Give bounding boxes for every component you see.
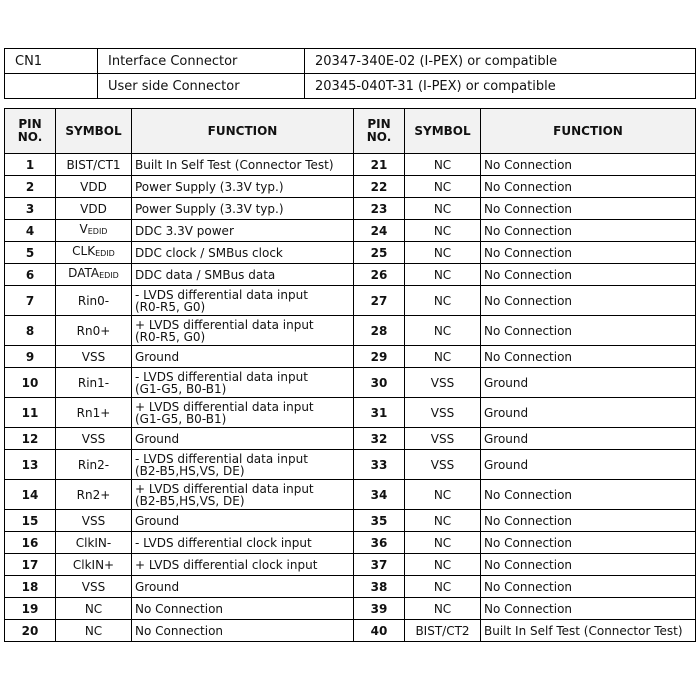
pin-symbol: NC	[405, 346, 481, 368]
pin-symbol	[56, 154, 132, 176]
pin-symbol: NC	[405, 220, 481, 242]
pin-function: Ground	[481, 450, 696, 480]
connector-row	[5, 74, 696, 99]
pin-number: 12	[5, 428, 56, 450]
table-row	[5, 576, 696, 598]
pin-function: No Connection	[481, 264, 696, 286]
function-text: Ground	[135, 513, 180, 528]
table-row	[5, 154, 696, 176]
pin-number: 15	[5, 510, 56, 532]
pin-function: No Connection	[481, 532, 696, 554]
pin-function	[132, 368, 354, 398]
pin-number: 34	[354, 480, 405, 510]
pin-symbol	[56, 176, 132, 198]
pin-function: No Connection	[481, 176, 696, 198]
symbol-subscript: EDID	[87, 227, 108, 236]
pin-function	[132, 532, 354, 554]
function-text: - LVDS differential data input	[135, 369, 308, 384]
pin-number: 21	[354, 154, 405, 176]
pin-number: 25	[354, 242, 405, 264]
pin-function	[132, 198, 354, 220]
symbol-text: Rin2-	[77, 457, 110, 472]
pin-number: 39	[354, 598, 405, 620]
symbol-text: V	[79, 222, 88, 236]
pin-number: 27	[354, 286, 405, 316]
symbol-text: Rn2+	[76, 487, 111, 502]
pin-symbol: VSS	[405, 368, 481, 398]
table-row	[5, 346, 696, 368]
pin-symbol: NC	[405, 154, 481, 176]
pin-assignment-table	[4, 108, 696, 642]
pin-number: 7	[5, 286, 56, 316]
symbol-text: Rn0+	[76, 323, 111, 338]
pin-number: 17	[5, 554, 56, 576]
pin-symbol: NC	[405, 316, 481, 346]
pin-function: No Connection	[481, 198, 696, 220]
pin-symbol	[56, 532, 132, 554]
pin-function: Ground	[481, 398, 696, 428]
pin-number: 24	[354, 220, 405, 242]
pin-symbol: VSS	[405, 450, 481, 480]
pin-function	[132, 450, 354, 480]
symbol-text: BIST/CT1	[66, 157, 121, 172]
pin-number: 6	[5, 264, 56, 286]
pin-symbol	[56, 510, 132, 532]
table-row	[5, 450, 696, 480]
symbol-text: NC	[84, 623, 103, 638]
pin-no-header: PIN NO.	[354, 109, 405, 154]
symbol-subscript: EDID	[95, 249, 115, 258]
pin-number: 37	[354, 554, 405, 576]
pin-symbol	[56, 398, 132, 428]
symbol-text: CLK	[72, 244, 96, 258]
table-row	[5, 176, 696, 198]
pin-function	[132, 154, 354, 176]
connector-row	[5, 49, 696, 74]
table-row	[5, 480, 696, 510]
pin-number: 32	[354, 428, 405, 450]
pin-function	[132, 220, 354, 242]
pin-symbol: NC	[405, 286, 481, 316]
pin-symbol	[56, 346, 132, 368]
pin-table-body	[5, 154, 696, 642]
pin-symbol: BIST/CT2	[405, 620, 481, 642]
pin-number: 3	[5, 198, 56, 220]
pin-symbol	[56, 598, 132, 620]
pin-number: 9	[5, 346, 56, 368]
symbol-text: VSS	[81, 579, 106, 594]
pin-number: 19	[5, 598, 56, 620]
pin-function	[132, 346, 354, 368]
pin-function: No Connection	[481, 346, 696, 368]
pin-symbol	[56, 620, 132, 642]
pin-function: No Connection	[481, 242, 696, 264]
table-row	[5, 264, 696, 286]
table-row	[5, 510, 696, 532]
symbol-text: VSS	[81, 431, 106, 446]
pin-symbol	[56, 198, 132, 220]
function-text: + LVDS differential clock input	[135, 557, 318, 572]
function-subtext: (G1-G5, B0-B1)	[135, 381, 227, 396]
function-text: - LVDS differential data input	[135, 451, 308, 466]
table-row	[5, 598, 696, 620]
table-row	[5, 220, 696, 242]
function-text: Power Supply (3.3V typ.)	[135, 179, 284, 194]
pin-number: 8	[5, 316, 56, 346]
pin-function: No Connection	[481, 510, 696, 532]
table-row	[5, 286, 696, 316]
pin-number: 26	[354, 264, 405, 286]
pin-symbol	[56, 554, 132, 576]
pin-number: 35	[354, 510, 405, 532]
pin-number: 2	[5, 176, 56, 198]
function-header: FUNCTION	[132, 109, 354, 154]
pin-number: 13	[5, 450, 56, 480]
pin-function	[132, 598, 354, 620]
function-text: No Connection	[135, 623, 224, 638]
pin-number: 22	[354, 176, 405, 198]
pin-number: 5	[5, 242, 56, 264]
pin-number: 20	[5, 620, 56, 642]
function-subtext: (R0-R5, G0)	[135, 329, 206, 344]
function-subtext: (R0-R5, G0)	[135, 299, 206, 314]
pin-function: Built In Self Test (Connector Test)	[481, 620, 696, 642]
pin-number: 36	[354, 532, 405, 554]
pin-symbol	[56, 576, 132, 598]
function-text: Built In Self Test (Connector Test)	[135, 157, 334, 172]
function-text: - LVDS differential clock input	[135, 535, 312, 550]
pin-function: No Connection	[481, 554, 696, 576]
connector-table	[4, 48, 696, 99]
function-text: + LVDS differential data input	[135, 399, 314, 414]
table-row	[5, 620, 696, 642]
pin-symbol: NC	[405, 554, 481, 576]
pin-function	[132, 510, 354, 532]
symbol-text: VSS	[81, 513, 106, 528]
function-text: + LVDS differential data input	[135, 317, 314, 332]
pin-number: 31	[354, 398, 405, 428]
pin-function	[132, 428, 354, 450]
pin-symbol: NC	[405, 242, 481, 264]
pin-symbol: NC	[405, 576, 481, 598]
pin-number: 28	[354, 316, 405, 346]
function-text: DDC 3.3V power	[135, 223, 234, 238]
pin-symbol: NC	[405, 532, 481, 554]
pin-function: No Connection	[481, 316, 696, 346]
table-row	[5, 428, 696, 450]
pin-symbol	[56, 316, 132, 346]
symbol-text: ClkIN+	[72, 557, 115, 572]
pin-function: No Connection	[481, 220, 696, 242]
function-text: + LVDS differential data input	[135, 481, 314, 496]
table-header-row	[5, 109, 696, 154]
symbol-subscript: EDID	[99, 271, 119, 280]
symbol-text: Rin0-	[77, 293, 110, 308]
pin-function	[132, 576, 354, 598]
function-subtext: (B2-B5,HS,VS, DE)	[135, 493, 245, 508]
connector-ref	[5, 74, 98, 99]
pin-function	[132, 620, 354, 642]
function-text: Power Supply (3.3V typ.)	[135, 201, 284, 216]
pin-symbol: NC	[405, 176, 481, 198]
symbol-text: DATA	[68, 266, 100, 280]
function-text: No Connection	[135, 601, 224, 616]
pin-function	[132, 554, 354, 576]
function-subtext: (G1-G5, B0-B1)	[135, 411, 227, 426]
function-text: DDC clock / SMBus clock	[135, 245, 283, 260]
pin-symbol: NC	[405, 198, 481, 220]
table-row	[5, 532, 696, 554]
symbol-text: VDD	[80, 179, 107, 194]
pin-function: No Connection	[481, 598, 696, 620]
pin-symbol: VSS	[405, 398, 481, 428]
pin-symbol	[56, 450, 132, 480]
function-text: DDC data / SMBus data	[135, 267, 276, 282]
pin-function	[132, 242, 354, 264]
function-text: Ground	[135, 349, 180, 364]
function-subtext: (B2-B5,HS,VS, DE)	[135, 463, 245, 478]
function-header: FUNCTION	[481, 109, 696, 154]
pin-symbol	[56, 428, 132, 450]
pin-number: 38	[354, 576, 405, 598]
symbol-text: Rin1-	[77, 375, 110, 390]
symbol-text: NC	[84, 601, 103, 616]
pin-number: 33	[354, 450, 405, 480]
pin-number: 30	[354, 368, 405, 398]
pin-function	[132, 264, 354, 286]
pin-function	[132, 286, 354, 316]
connector-part: 20345-040T-31 (I-PEX) or compatible	[305, 74, 696, 99]
pin-symbol	[56, 286, 132, 316]
pin-number: 16	[5, 532, 56, 554]
connector-label: Interface Connector	[98, 49, 305, 74]
pin-function: No Connection	[481, 154, 696, 176]
pin-function: Ground	[481, 428, 696, 450]
pin-function	[132, 480, 354, 510]
pin-number: 29	[354, 346, 405, 368]
pin-number: 23	[354, 198, 405, 220]
pin-number: 40	[354, 620, 405, 642]
pin-symbol: NC	[405, 264, 481, 286]
pin-symbol: NC	[405, 480, 481, 510]
pin-function: Ground	[481, 368, 696, 398]
table-row	[5, 316, 696, 346]
symbol-text: ClkIN-	[75, 535, 112, 550]
pin-no-header: PIN NO.	[5, 109, 56, 154]
pin-function	[132, 398, 354, 428]
table-row	[5, 242, 696, 264]
pin-symbol	[56, 368, 132, 398]
pin-function: No Connection	[481, 576, 696, 598]
pin-function: No Connection	[481, 480, 696, 510]
pin-function	[132, 316, 354, 346]
pin-symbol: NC	[405, 510, 481, 532]
connector-part: 20347-340E-02 (I-PEX) or compatible	[305, 49, 696, 74]
pin-symbol	[56, 480, 132, 510]
symbol-text: VDD	[80, 201, 107, 216]
table-row	[5, 554, 696, 576]
connector-ref: CN1	[5, 49, 98, 74]
pin-symbol	[56, 220, 132, 242]
function-text: Ground	[135, 431, 180, 446]
function-text: - LVDS differential data input	[135, 287, 308, 302]
table-row	[5, 198, 696, 220]
pin-function	[132, 176, 354, 198]
pin-number: 4	[5, 220, 56, 242]
symbol-text: VSS	[81, 349, 106, 364]
pin-symbol	[56, 242, 132, 264]
pin-number: 14	[5, 480, 56, 510]
function-text: Ground	[135, 579, 180, 594]
pin-number: 11	[5, 398, 56, 428]
pin-number: 18	[5, 576, 56, 598]
table-row	[5, 398, 696, 428]
pin-function: No Connection	[481, 286, 696, 316]
pin-symbol	[56, 264, 132, 286]
pin-number: 10	[5, 368, 56, 398]
pin-number: 1	[5, 154, 56, 176]
symbol-text: Rn1+	[76, 405, 111, 420]
pin-symbol: NC	[405, 598, 481, 620]
symbol-header: SYMBOL	[405, 109, 481, 154]
table-row	[5, 368, 696, 398]
connector-label: User side Connector	[98, 74, 305, 99]
symbol-header: SYMBOL	[56, 109, 132, 154]
pin-symbol: VSS	[405, 428, 481, 450]
